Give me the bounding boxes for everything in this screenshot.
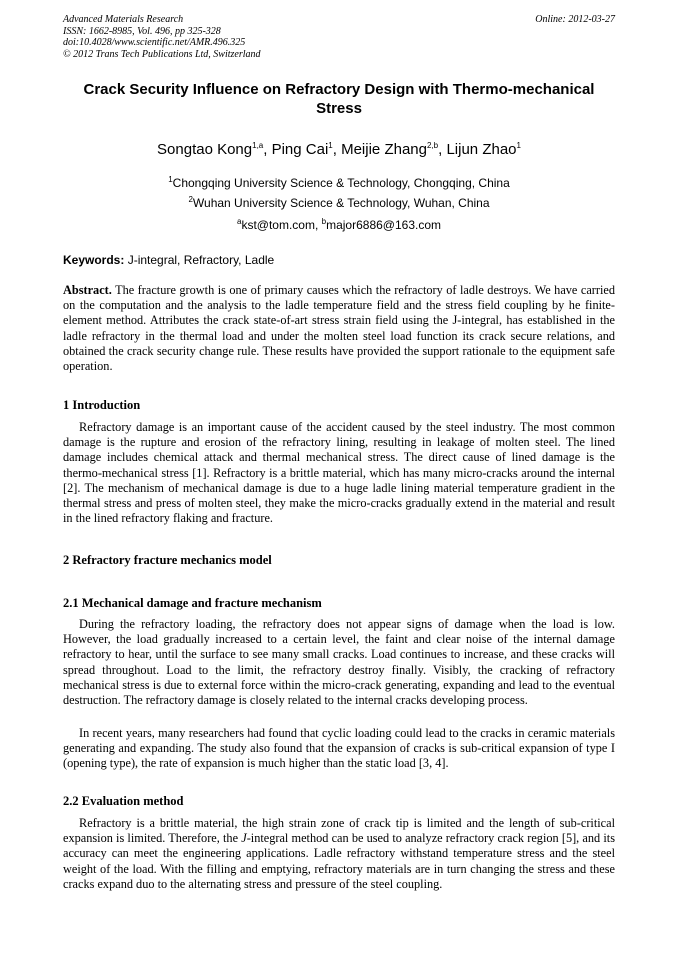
author-affiliation-mark: 1 xyxy=(328,141,333,150)
author-affiliation-mark: 1,a xyxy=(252,141,264,150)
author-name: Meijie Zhang xyxy=(341,141,427,158)
j-symbol: J xyxy=(241,831,247,846)
section-2-1-paragraph-2: In recent years, many researchers had found that cyclic loading could lead to the cracks in ceramic materials generating and expanding. The study also found that the expansion of cracks is sub-critical expansion of type I (opening type), the rate of expansion is much higher than the static load [3, 4]. xyxy=(63,726,615,771)
section-2-1-paragraph-1: During the refractory loading, the refractory does not appear signs of damage when the load is low. However, the load gradually increased to a certain level, the faint and clear noise of the internal damage refractory to hear, until the surface to see many small cracks. Load continues to increase, and these cracks will spread throughout. Load to the limit, the refractory destroy finally. Visibly, the cracking of refractory mechanical stress is due to external force within the micro-crack generating, expanding and lead to the eventual destruction. The refractory damage is closely related to the internal cracks developing process. xyxy=(63,617,615,708)
keywords-label: Keywords: xyxy=(63,253,125,267)
affiliation-1 xyxy=(0,175,678,191)
email-mark: a xyxy=(236,217,242,226)
abstract-text: The fracture growth is one of primary causes which the refractory of ladle destroys. We have carried on the computation and the analysis to the ladle temperature field and the stress field coupling by he finite-element method. Attributes the crack state-of-art stress strain field using the J-integral, has established in the ladle refractory in the thermal load and under the molten steel load function its crack secure relations, and obtained the crack security change rule. These results have provided the support rationale to the equipment safe operation. xyxy=(63,283,615,374)
journal-header xyxy=(63,14,261,60)
email-text: major6886@163.com xyxy=(326,218,442,232)
section-2-heading: 2 Refractory fracture mechanics model xyxy=(63,553,272,567)
issn-line: ISSN: 1662-8985, Vol. 496, pp 325-328 xyxy=(63,25,221,37)
affiliation-mark: 1 xyxy=(168,175,173,184)
author-name: Ping Cai xyxy=(271,141,329,158)
author-name: Songtao Kong xyxy=(157,141,253,158)
section-2-2-heading: 2.2 Evaluation method xyxy=(63,794,184,808)
section-2-2-paragraph xyxy=(63,816,615,892)
paper-title: Crack Security Influence on Refractory Design with Thermo-mechanical Stress xyxy=(83,81,595,117)
author-list: Songtao Kong$^{1,a}$, Ping Cai$^1$, Meijie Zhang$^{2,b}$, Lijun Zhao$^1$ xyxy=(157,141,521,158)
email-line xyxy=(0,217,678,233)
abstract xyxy=(63,283,615,374)
email-text: kst@tom.com, xyxy=(241,218,322,232)
paragraph-text: -integral method can be used to analyze refractory crack region [5], and its accuracy can meet the engineering applications. Ladle refractory withstand temperature stress and the steel weight of the load. With the filling and emptying, refractory materials are in turn changing the stress and these cracks expand duo to the alternating stress and pressure of the steel coupling. xyxy=(63,831,615,891)
keywords xyxy=(63,252,615,268)
online-date: Online: 2012-03-27 xyxy=(535,14,615,25)
email-mark: b xyxy=(321,217,327,226)
section-2-1-heading: 2.1 Mechanical damage and fracture mechanism xyxy=(63,596,322,610)
author-affiliation-mark: 1 xyxy=(516,141,521,150)
journal-name: Advanced Materials Research xyxy=(63,14,184,25)
affiliation-text: Chongqing University Science & Technology, Chongqing, China xyxy=(172,176,510,190)
section-1-paragraph: Refractory damage is an important cause of the accident caused by the steel industry. The most common damage is the rupture and erosion of the refractory lining, resulting in leakage of molten steel. The lined damage includes chemical attack and thermal mechanical stress. The direct cause of lined damage is the thermo-mechanical stress [1]. Refractory is a brittle material, which has many micro-cracks around the internal [2]. The mechanism of mechanical damage is due to a huge ladle lining material temperature gradient in the thermal stress and press of molten steel, they make the micro-cracks gradually extend in the material and result in the lined refractory flaking and fracture. xyxy=(63,420,615,526)
paragraph-text: Refractory is a brittle material, the high strain zone of crack tip is limited and the length of sub-critical expansion is limited. Therefore, the xyxy=(63,816,615,846)
copyright-line: © 2012 Trans Tech Publications Ltd, Switzerland xyxy=(63,48,261,60)
section-1-heading: 1 Introduction xyxy=(63,398,141,412)
doi-line: doi:10.4028/www.scientific.net/AMR.496.325 xyxy=(63,37,246,48)
affiliation-text: Wuhan University Science & Technology, Wuhan, China xyxy=(192,196,490,210)
keywords-text: J-integral, Refractory, Ladle xyxy=(124,253,275,267)
affiliation-mark: 2 xyxy=(188,195,193,204)
author-name: Lijun Zhao xyxy=(446,141,517,158)
author-affiliation-mark: 2,b xyxy=(426,141,439,150)
affiliation-2 xyxy=(0,195,678,211)
abstract-label: Abstract. xyxy=(63,283,112,297)
